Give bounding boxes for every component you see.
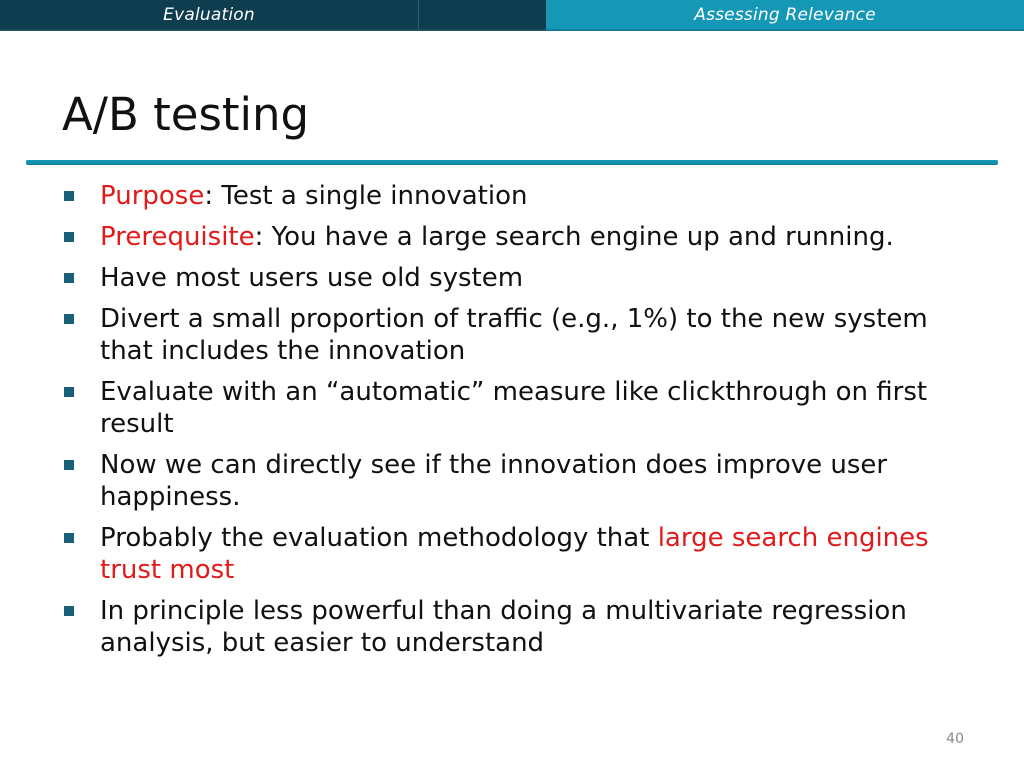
slide-title: A/B testing	[62, 88, 310, 141]
square-bullet-icon	[64, 606, 74, 616]
bullet-text: In principle less powerful than doing a multivariate regression analysis, but easier to understand	[100, 596, 907, 658]
header-subsection-tab[interactable]	[546, 0, 1024, 31]
bullet-item	[62, 180, 972, 212]
header-section-tab[interactable]	[0, 0, 418, 31]
bullet-highlight: Purpose	[100, 181, 205, 211]
header-section-label: Evaluation	[163, 4, 255, 25]
square-bullet-icon	[64, 533, 74, 543]
bullet-item	[62, 221, 972, 253]
bullet-item	[62, 595, 972, 659]
header-bar	[0, 0, 1024, 31]
header-spacer	[418, 0, 546, 31]
bullet-item	[62, 262, 972, 294]
bullet-text: Evaluate with an “automatic” measure like clickthrough on first result	[100, 377, 928, 439]
header-subsection-label: Assessing Relevance	[694, 4, 876, 25]
title-divider	[26, 160, 998, 165]
bullet-text: Divert a small proportion of traffic (e.g., 1%) to the new system that includes the innovation	[100, 304, 928, 366]
square-bullet-icon	[64, 460, 74, 470]
bullet-text: : Test a single innovation	[204, 181, 528, 211]
bullet-item	[62, 449, 972, 513]
bullet-item	[62, 303, 972, 367]
bullet-highlight: Prerequisite	[100, 222, 255, 252]
square-bullet-icon	[64, 232, 74, 242]
square-bullet-icon	[64, 191, 74, 201]
square-bullet-icon	[64, 314, 74, 324]
square-bullet-icon	[64, 273, 74, 283]
bullet-list	[62, 180, 972, 668]
bullet-text: Probably the evaluation methodology that	[100, 523, 658, 553]
bullet-text: Have most users use old system	[100, 263, 524, 293]
page-number: 40	[946, 731, 964, 747]
bullet-text: : You have a large search engine up and running.	[254, 222, 894, 252]
bullet-item	[62, 376, 972, 440]
square-bullet-icon	[64, 387, 74, 397]
bullet-text: Now we can directly see if the innovation does improve user happiness.	[100, 450, 888, 512]
bullet-item	[62, 522, 972, 586]
bullet-highlight: large search engines trust most	[100, 523, 929, 585]
